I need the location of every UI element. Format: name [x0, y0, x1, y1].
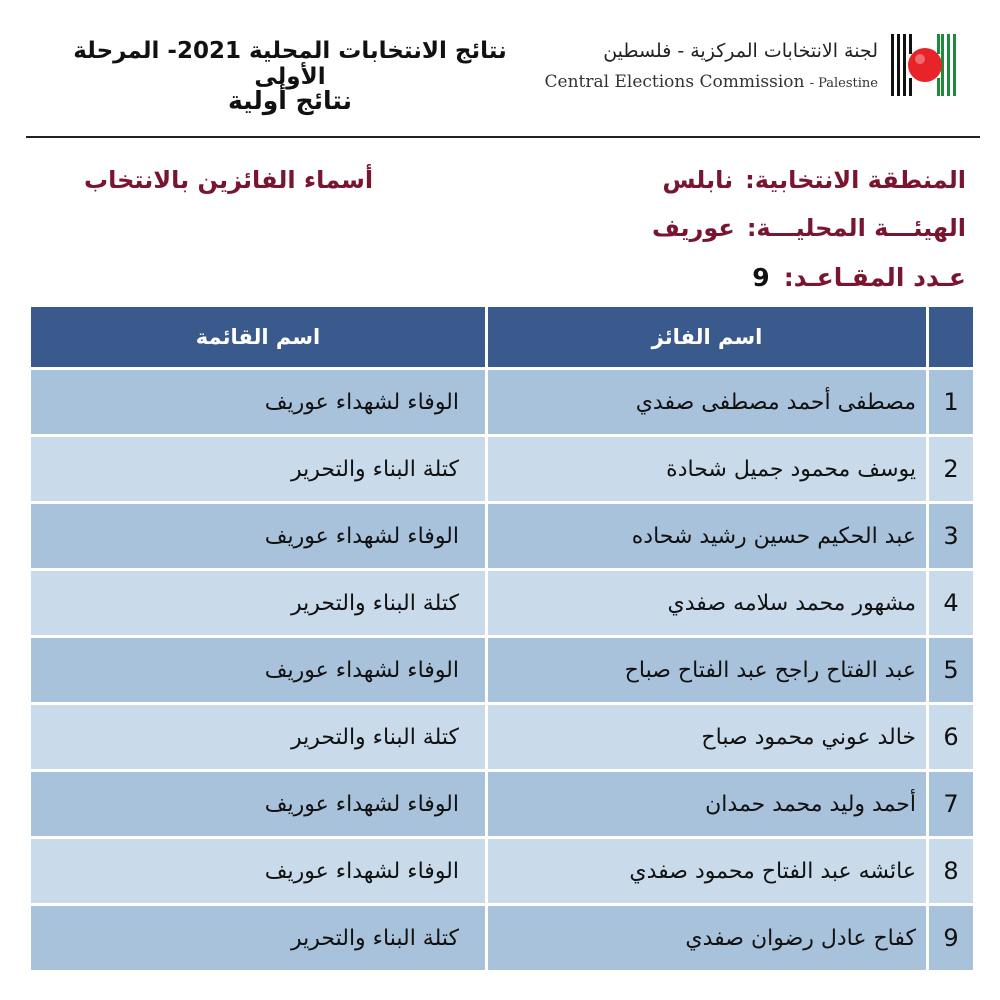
column-header-winner: اسم الفائز	[488, 307, 926, 367]
row-number: 4	[929, 571, 973, 635]
list-name: الوفاء لشهداء عوريف	[31, 638, 485, 702]
winner-name: يوسف محمود جميل شحادة	[488, 437, 926, 501]
row-number: 8	[929, 839, 973, 903]
winner-name: عبد الفتاح راجح عبد الفتاح صباح	[488, 638, 926, 702]
row-number: 5	[929, 638, 973, 702]
page-title: نتائج الانتخابات المحلية 2021- المرحلة الأولى	[73, 38, 507, 90]
table-row	[31, 906, 973, 970]
logo-english-country: - Palestine	[809, 76, 878, 91]
table-row	[31, 370, 973, 434]
row-number: 9	[929, 906, 973, 970]
list-name: الوفاء لشهداء عوريف	[31, 370, 485, 434]
winners-heading: أسماء الفائزين بالانتخاب	[84, 166, 374, 194]
table-row	[31, 571, 973, 635]
row-number: 2	[929, 437, 973, 501]
district-field	[662, 166, 966, 194]
row-number: 3	[929, 504, 973, 568]
list-name: كتلة البناء والتحرير	[31, 571, 485, 635]
winner-name: مصطفى أحمد مصطفى صفدي	[488, 370, 926, 434]
table-row	[31, 772, 973, 836]
list-name: الوفاء لشهداء عوريف	[31, 504, 485, 568]
table-row	[31, 638, 973, 702]
winner-name: كفاح عادل رضوان صفدي	[488, 906, 926, 970]
seats-value: 9	[752, 263, 770, 292]
winner-name: خالد عوني محمود صباح	[488, 705, 926, 769]
page-subtitle: نتائج أولية	[228, 86, 352, 115]
list-name: كتلة البناء والتحرير	[31, 906, 485, 970]
row-number: 6	[929, 705, 973, 769]
list-name: كتلة البناء والتحرير	[31, 437, 485, 501]
table-row	[31, 504, 973, 568]
column-header-list: اسم القائمة	[31, 307, 485, 367]
table-row	[31, 839, 973, 903]
municipality-field	[652, 214, 966, 242]
list-name: كتلة البناء والتحرير	[31, 705, 485, 769]
list-name: الوفاء لشهداء عوريف	[31, 839, 485, 903]
results-table	[28, 304, 976, 973]
municipality-value: عوريف	[651, 214, 735, 242]
table-row	[31, 705, 973, 769]
seats-label: عـدد المقـاعـد:	[783, 263, 966, 292]
table-header-row	[31, 307, 973, 367]
winner-name: عائشه عبد الفتاح محمود صفدي	[488, 839, 926, 903]
municipality-label: الهيئـــة المحليـــة:	[746, 214, 966, 242]
row-number: 7	[929, 772, 973, 836]
district-value: نابلس	[662, 166, 734, 194]
list-name: الوفاء لشهداء عوريف	[31, 772, 485, 836]
logo-english-main: Central Elections Commission	[544, 72, 805, 92]
district-label: المنطقة الانتخابية:	[745, 166, 966, 194]
seats-field	[752, 263, 966, 292]
ballot-emblem-icon	[890, 30, 962, 100]
table-row	[31, 437, 973, 501]
winner-name: عبد الحكيم حسين رشيد شحاده	[488, 504, 926, 568]
column-header-number	[929, 307, 973, 367]
winner-name: أحمد وليد محمد حمدان	[488, 772, 926, 836]
logo-english-text	[545, 72, 878, 92]
row-number: 1	[929, 370, 973, 434]
logo-arabic-text: لجنة الانتخابات المركزية - فلسطين	[603, 40, 878, 62]
winner-name: مشهور محمد سلامه صفدي	[488, 571, 926, 635]
cec-logo	[544, 28, 964, 106]
header-divider	[26, 136, 980, 138]
